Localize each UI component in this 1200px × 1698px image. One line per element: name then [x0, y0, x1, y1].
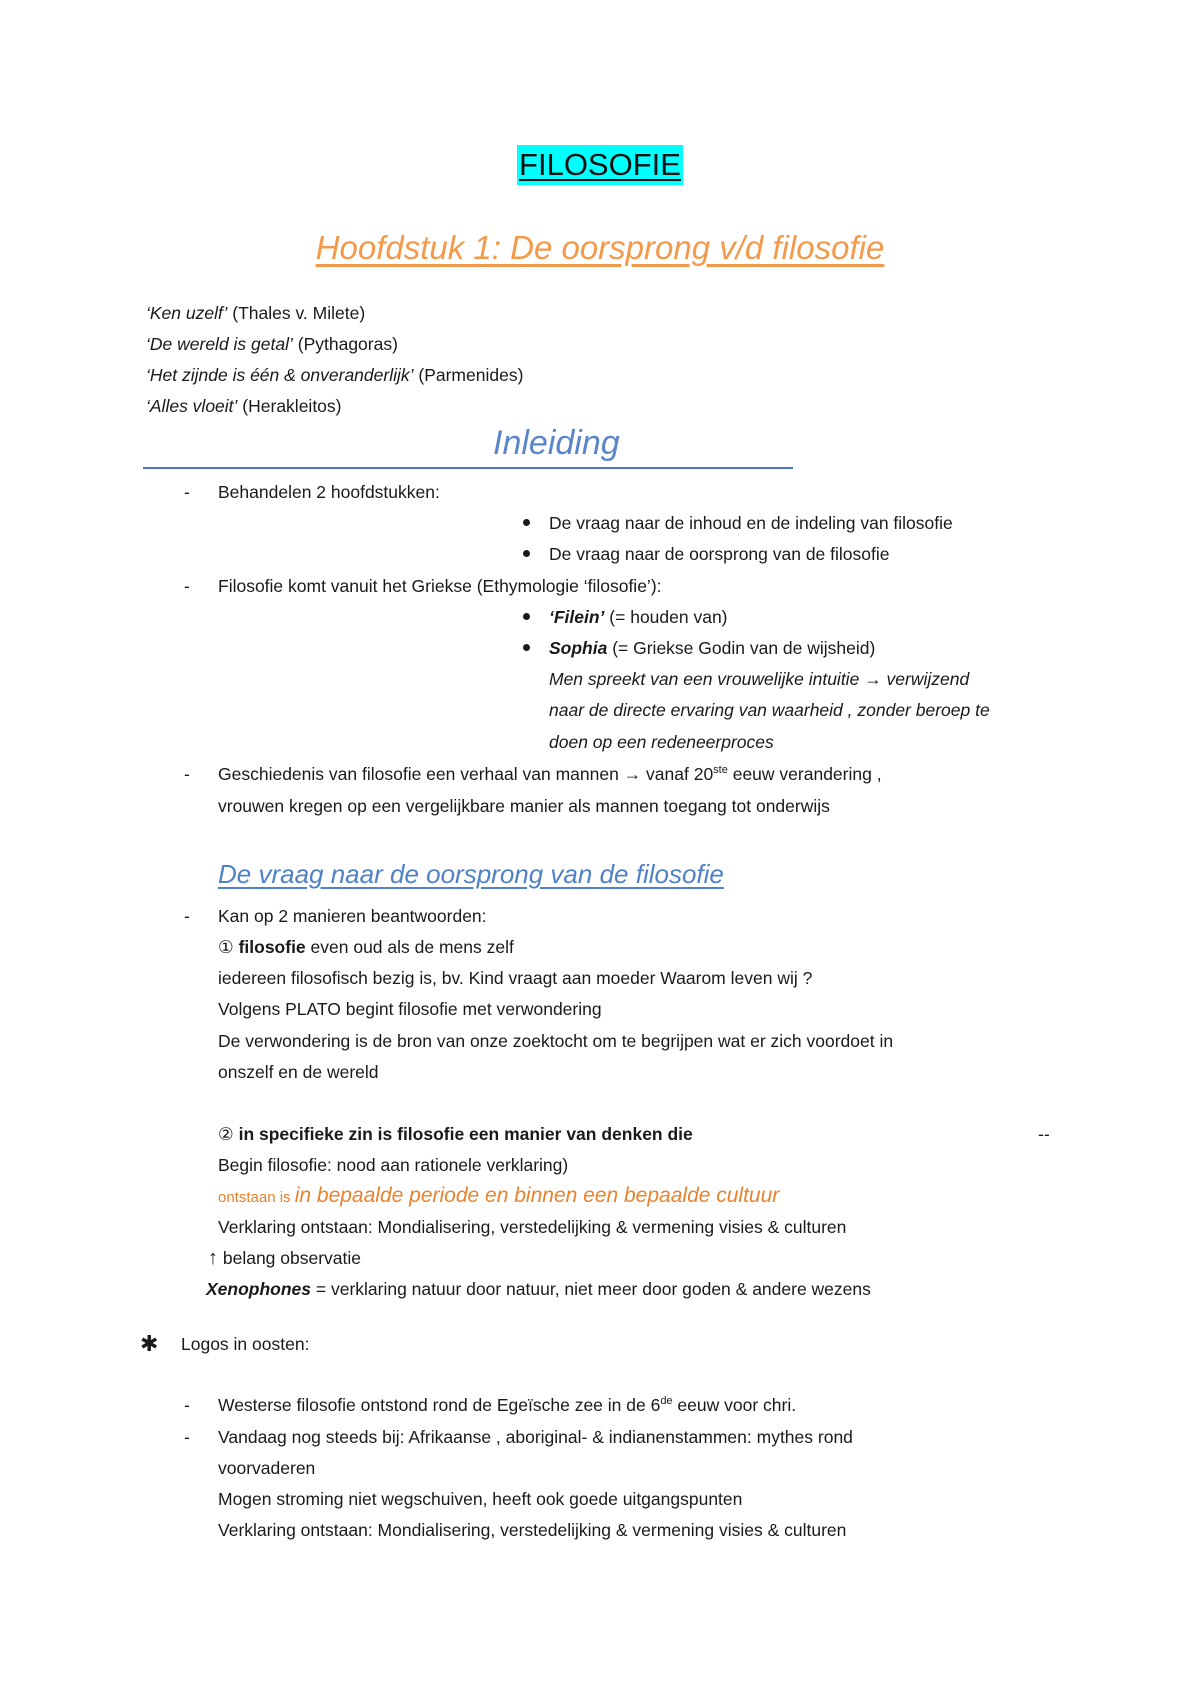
list-item-continuation: iedereen filosofisch bezig is, bv. Kind vraagt aan moeder Waarom leven wij ? — [218, 968, 813, 988]
history-text: eeuw verandering , — [727, 764, 882, 784]
filein-term: ‘Filein’ — [549, 607, 605, 627]
quote-author: (Pythagoras) — [292, 334, 398, 354]
bullet-icon — [523, 519, 530, 526]
list-item: Filosofie komt vanuit het Griekse (Ethymologie ‘filosofie’): — [218, 576, 662, 596]
list-item-continuation — [218, 1122, 693, 1146]
list-item — [218, 1393, 796, 1417]
bullet-icon — [523, 644, 530, 651]
intuitie-line: naar de directe ervaring van waarheid , zonder beroep te — [549, 700, 990, 720]
list-item-continuation: Mogen stroming niet wegschuiven, heeft ook goede uitgangspunten — [218, 1489, 743, 1509]
history-text: Geschiedenis van filosofie een verhaal van mannen — [218, 764, 624, 784]
list-item: Vandaag nog steeds bij: Afrikaanse , aboriginal- & indianenstammen: mythes rond — [218, 1427, 853, 1447]
dash-marker: - — [184, 764, 190, 784]
body-text: even oud als de mens zelf — [305, 937, 514, 957]
quote-line — [146, 394, 342, 418]
body-text: = verklaring natuur door natuur, niet meer door goden & andere wezens — [311, 1279, 871, 1299]
emphasis-text: in specifieke zin is filosofie een manier van denken die — [238, 1124, 693, 1144]
intuitie-text: Men spreekt van een vrouwelijke intuitie — [549, 669, 865, 689]
quote-text: ‘Het zijnde is één & onveranderlijk’ — [146, 365, 414, 385]
body-text: eeuw voor chri. — [672, 1395, 797, 1415]
circled-two-icon: ② — [218, 1124, 234, 1144]
highlight-text: in bepaalde periode en binnen een bepaalde cultuur — [294, 1184, 780, 1207]
quote-author: (Herakleitos) — [237, 396, 342, 416]
sophia-meaning: (= Griekse Godin van de wijsheid) — [607, 638, 876, 658]
inleiding-heading: Inleiding — [493, 424, 620, 462]
quote-author: (Parmenides) — [413, 365, 524, 385]
quote-line — [146, 363, 523, 387]
history-text: vanaf 20 — [641, 764, 714, 784]
quote-text: ‘Alles vloeit’ — [146, 396, 238, 416]
dash-marker: - — [184, 1395, 190, 1415]
circled-one-icon: ① — [218, 937, 234, 957]
intuitie-text: verwijzend — [881, 669, 970, 689]
bullet-icon — [523, 550, 530, 557]
arrow-up-icon: ↑ — [208, 1247, 218, 1269]
filein-meaning: (= houden van) — [604, 607, 728, 627]
list-item-continuation — [218, 1184, 779, 1210]
quote-text: ‘Ken uzelf’ — [146, 303, 228, 323]
bullet-icon — [523, 613, 530, 620]
ordinal-suffix: de — [660, 1395, 673, 1408]
list-item — [549, 605, 728, 629]
star-icon: ✱ — [140, 1331, 159, 1356]
document-title: FILOSOFIE — [517, 145, 683, 185]
list-item-continuation: onszelf en de wereld — [218, 1062, 379, 1082]
list-item-continuation — [208, 1246, 361, 1270]
oorsprong-heading — [218, 857, 724, 894]
chapter-container — [0, 226, 1200, 270]
dash-marker: - — [184, 1427, 190, 1447]
title-container — [0, 145, 1200, 185]
list-item-continuation — [218, 935, 514, 959]
dash-marker: - — [184, 576, 190, 596]
intuitie-line — [549, 667, 969, 691]
emphasis-text: Xenophones — [206, 1279, 312, 1299]
section-heading: Logos in oosten: — [181, 1334, 310, 1354]
emphasis-text: filosofie — [238, 937, 306, 957]
dash-marker: - — [184, 482, 190, 502]
sophia-term: Sophia — [549, 638, 608, 658]
quote-text: ‘De wereld is getal’ — [146, 334, 293, 354]
intuitie-line: doen op een redeneerproces — [549, 732, 774, 752]
list-item-continuation — [206, 1277, 871, 1301]
inleiding-heading-rule — [143, 423, 793, 469]
list-item: De vraag naar de oorsprong van de filosofie — [549, 544, 890, 564]
quote-line — [146, 301, 365, 325]
arrow-right-icon: → — [864, 669, 882, 689]
dash-marker: - — [184, 906, 190, 926]
body-text: Westerse filosofie ontstond rond de Egeïsche zee in de 6 — [218, 1395, 661, 1415]
list-item: Kan op 2 manieren beantwoorden: — [218, 906, 487, 926]
body-text: belang observatie — [218, 1248, 362, 1268]
oorsprong-heading-text: De vraag naar de oorsprong van de filosofie — [218, 859, 724, 889]
quote-line — [146, 332, 398, 356]
trailing-dashes: -- — [1038, 1124, 1050, 1144]
list-item-continuation: Verklaring ontstaan: Mondialisering, verstedelijking & vermening visies & culturen — [218, 1217, 847, 1237]
list-item-continuation: Volgens PLATO begint filosofie met verwondering — [218, 999, 602, 1019]
highlight-text: ontstaan is — [218, 1189, 295, 1206]
list-item-continuation: De verwondering is de bron van onze zoektocht om te begrijpen wat er zich voordoet in — [218, 1031, 894, 1051]
list-item — [218, 762, 882, 786]
list-item: Behandelen 2 hoofdstukken: — [218, 482, 440, 502]
quote-author: (Thales v. Milete) — [227, 303, 366, 323]
list-item — [549, 636, 875, 660]
ordinal-suffix: ste — [713, 764, 728, 777]
list-item-continuation: vrouwen kregen op een vergelijkbare manier als mannen toegang tot onderwijs — [218, 796, 830, 816]
arrow-right-icon: → — [623, 764, 642, 784]
chapter-heading: Hoofdstuk 1: De oorsprong v/d filosofie — [315, 229, 885, 266]
list-item-continuation: Verklaring ontstaan: Mondialisering, verstedelijking & vermening visies & culturen — [218, 1520, 847, 1540]
list-item: De vraag naar de inhoud en de indeling van filosofie — [549, 513, 953, 533]
list-item-continuation: Begin filosofie: nood aan rationele verklaring) — [218, 1155, 569, 1175]
list-item-continuation: voorvaderen — [218, 1458, 316, 1478]
